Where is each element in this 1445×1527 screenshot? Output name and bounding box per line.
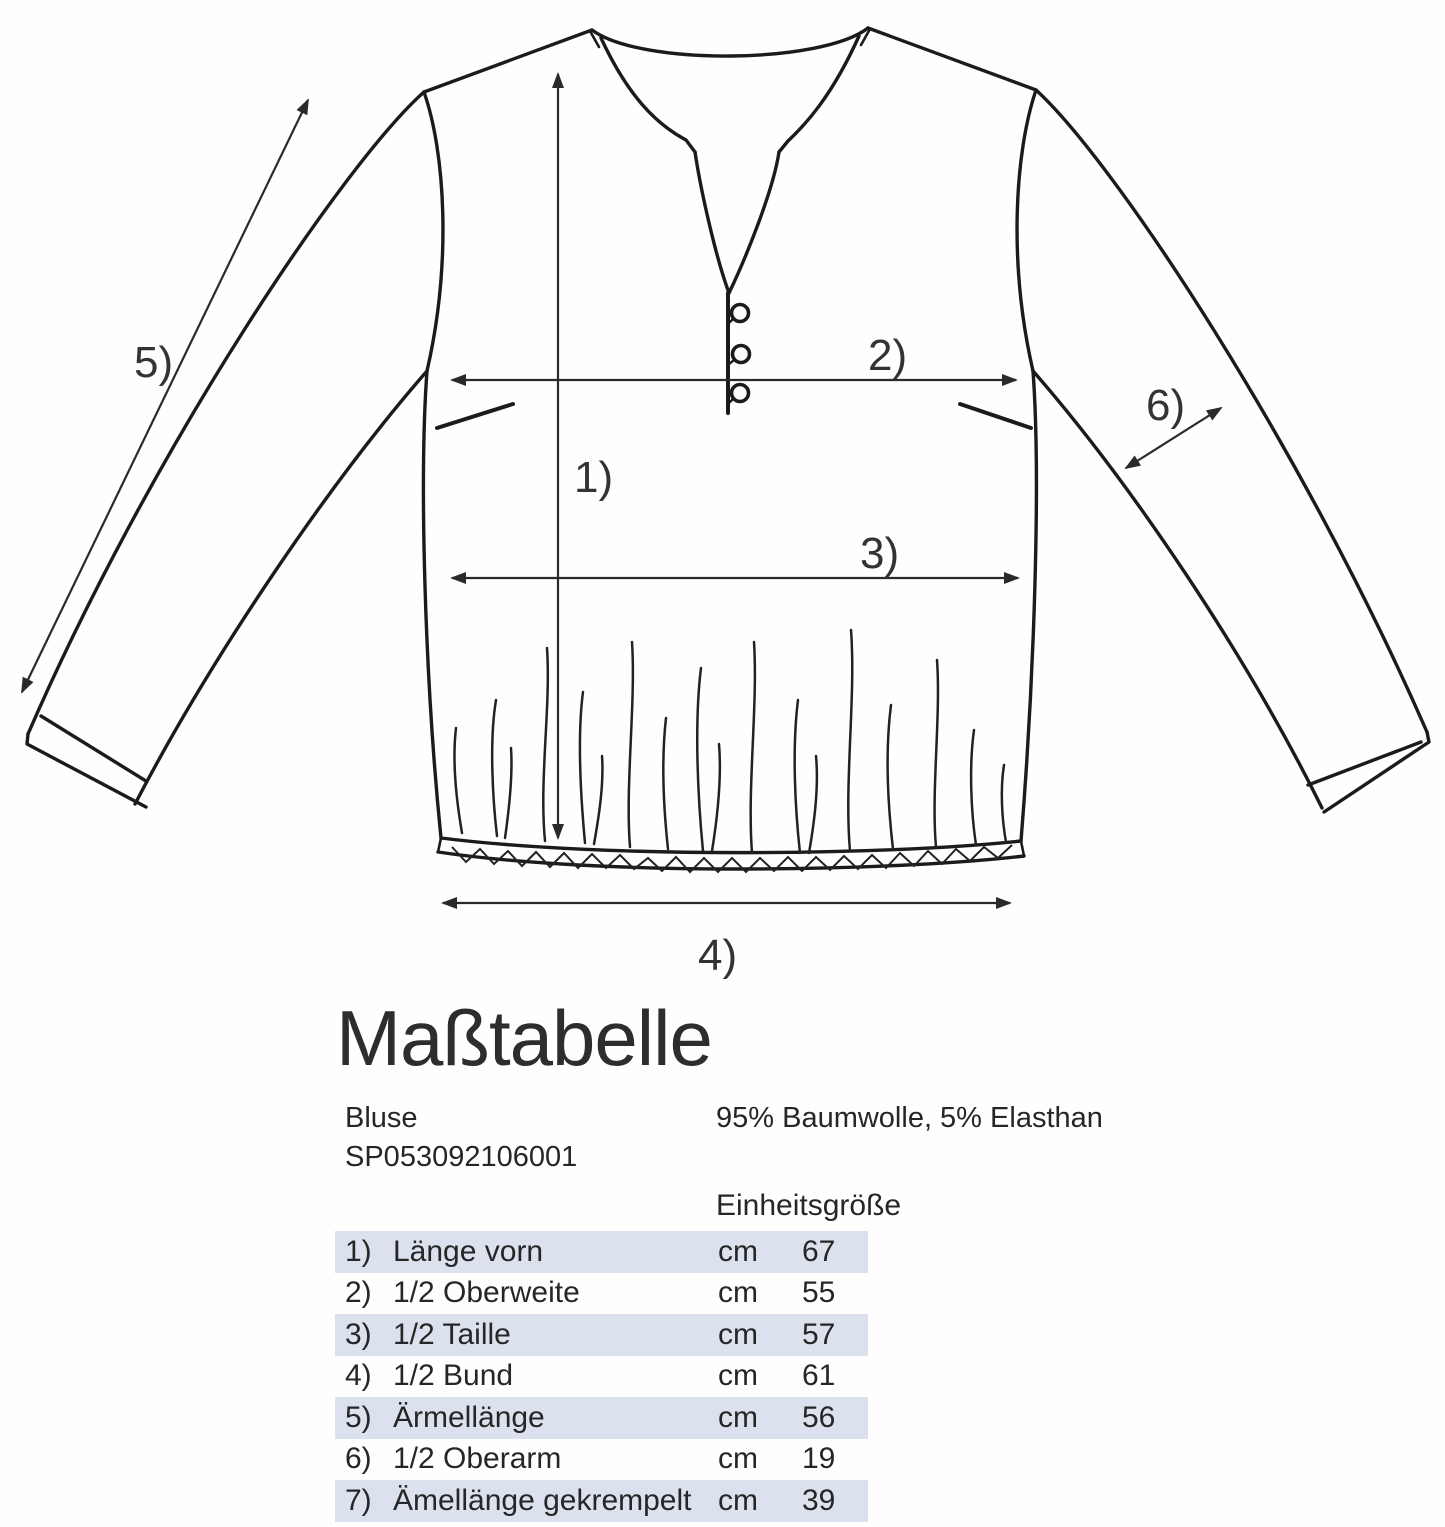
cell-num: 3) [345, 1317, 372, 1351]
cell-value: 61 [802, 1359, 836, 1393]
cell-unit: cm [718, 1483, 758, 1517]
cell-unit: cm [718, 1359, 758, 1393]
drawing-label-4: 4) [698, 931, 738, 980]
cell-num: 6) [345, 1442, 372, 1476]
table-row [335, 1231, 868, 1273]
cell-value: 56 [802, 1400, 836, 1434]
cell-value: 55 [802, 1276, 836, 1310]
cell-value: 19 [802, 1442, 836, 1476]
right-sleeve-outer-edge [1036, 90, 1427, 732]
hem-band-bottom [438, 852, 1024, 869]
table-row [335, 1480, 868, 1522]
cell-num: 7) [345, 1483, 372, 1517]
right-shoulder-line [868, 28, 1036, 90]
cell-value: 39 [802, 1483, 836, 1517]
cell-value: 57 [802, 1317, 836, 1351]
size-table [335, 1231, 868, 1522]
cell-unit: cm [718, 1400, 758, 1434]
table-row [335, 1314, 868, 1356]
drawing-label-5: 5) [134, 338, 174, 387]
cell-num: 5) [345, 1400, 372, 1434]
measure-arrow-5-sleeve-length [22, 100, 308, 692]
cell-label: Ämellänge gekrempelt [393, 1483, 692, 1517]
drawing-label-3: 3) [860, 529, 900, 578]
blouse-outline [27, 28, 1429, 869]
table-row [335, 1356, 868, 1398]
cell-unit: cm [718, 1317, 758, 1351]
left-cuff-seam [41, 716, 146, 781]
product-sku: SP053092106001 [345, 1141, 578, 1173]
cell-value: 67 [802, 1234, 836, 1268]
cell-unit: cm [718, 1442, 758, 1476]
product-name: Bluse [345, 1102, 418, 1134]
v-neck-right-edge [729, 152, 779, 293]
product-material: 95% Baumwolle, 5% Elasthan [716, 1102, 1103, 1134]
hem-band-left-cap [438, 838, 441, 852]
v-neck-left-edge [695, 152, 729, 293]
drawing-label-1: 1) [574, 453, 614, 502]
cell-label: Ärmellänge [393, 1400, 545, 1434]
left-dart-seam [437, 404, 513, 428]
left-sleeve-outer-edge [28, 92, 424, 734]
cell-label: 1/2 Bund [393, 1359, 514, 1393]
right-body-edge [1021, 371, 1036, 841]
cell-num: 2) [345, 1276, 372, 1310]
right-armhole-seam [1017, 90, 1036, 371]
drawing-label-6: 6) [1146, 381, 1186, 430]
page-title: Maßtabelle [336, 994, 712, 1082]
cell-label: 1/2 Oberweite [393, 1276, 580, 1310]
cell-label: 1/2 Oberarm [393, 1442, 562, 1476]
cell-label: 1/2 Taille [393, 1317, 511, 1351]
hem-band-right-cap [1021, 841, 1024, 856]
hem-gather-wrinkles [455, 630, 1006, 853]
left-armhole-seam [424, 92, 443, 371]
cell-num: 4) [345, 1359, 372, 1393]
size-column-header: Einheitsgröße [716, 1189, 902, 1222]
table-row [335, 1273, 868, 1315]
cell-num: 1) [345, 1234, 372, 1268]
left-shoulder-line [424, 30, 592, 92]
right-dart-seam [960, 404, 1031, 428]
cell-unit: cm [718, 1276, 758, 1310]
hem-band-top [441, 838, 1021, 853]
table-row [335, 1397, 868, 1439]
right-cuff-seam [1308, 742, 1421, 785]
measurement-arrows [22, 74, 1221, 903]
cell-label: Länge vorn [393, 1234, 544, 1268]
drawing-label-2: 2) [868, 331, 908, 380]
left-body-edge [423, 371, 441, 838]
placket-buttons [728, 305, 750, 405]
neckline-outer [592, 28, 868, 56]
table-row [335, 1439, 868, 1481]
cell-unit: cm [718, 1234, 758, 1268]
